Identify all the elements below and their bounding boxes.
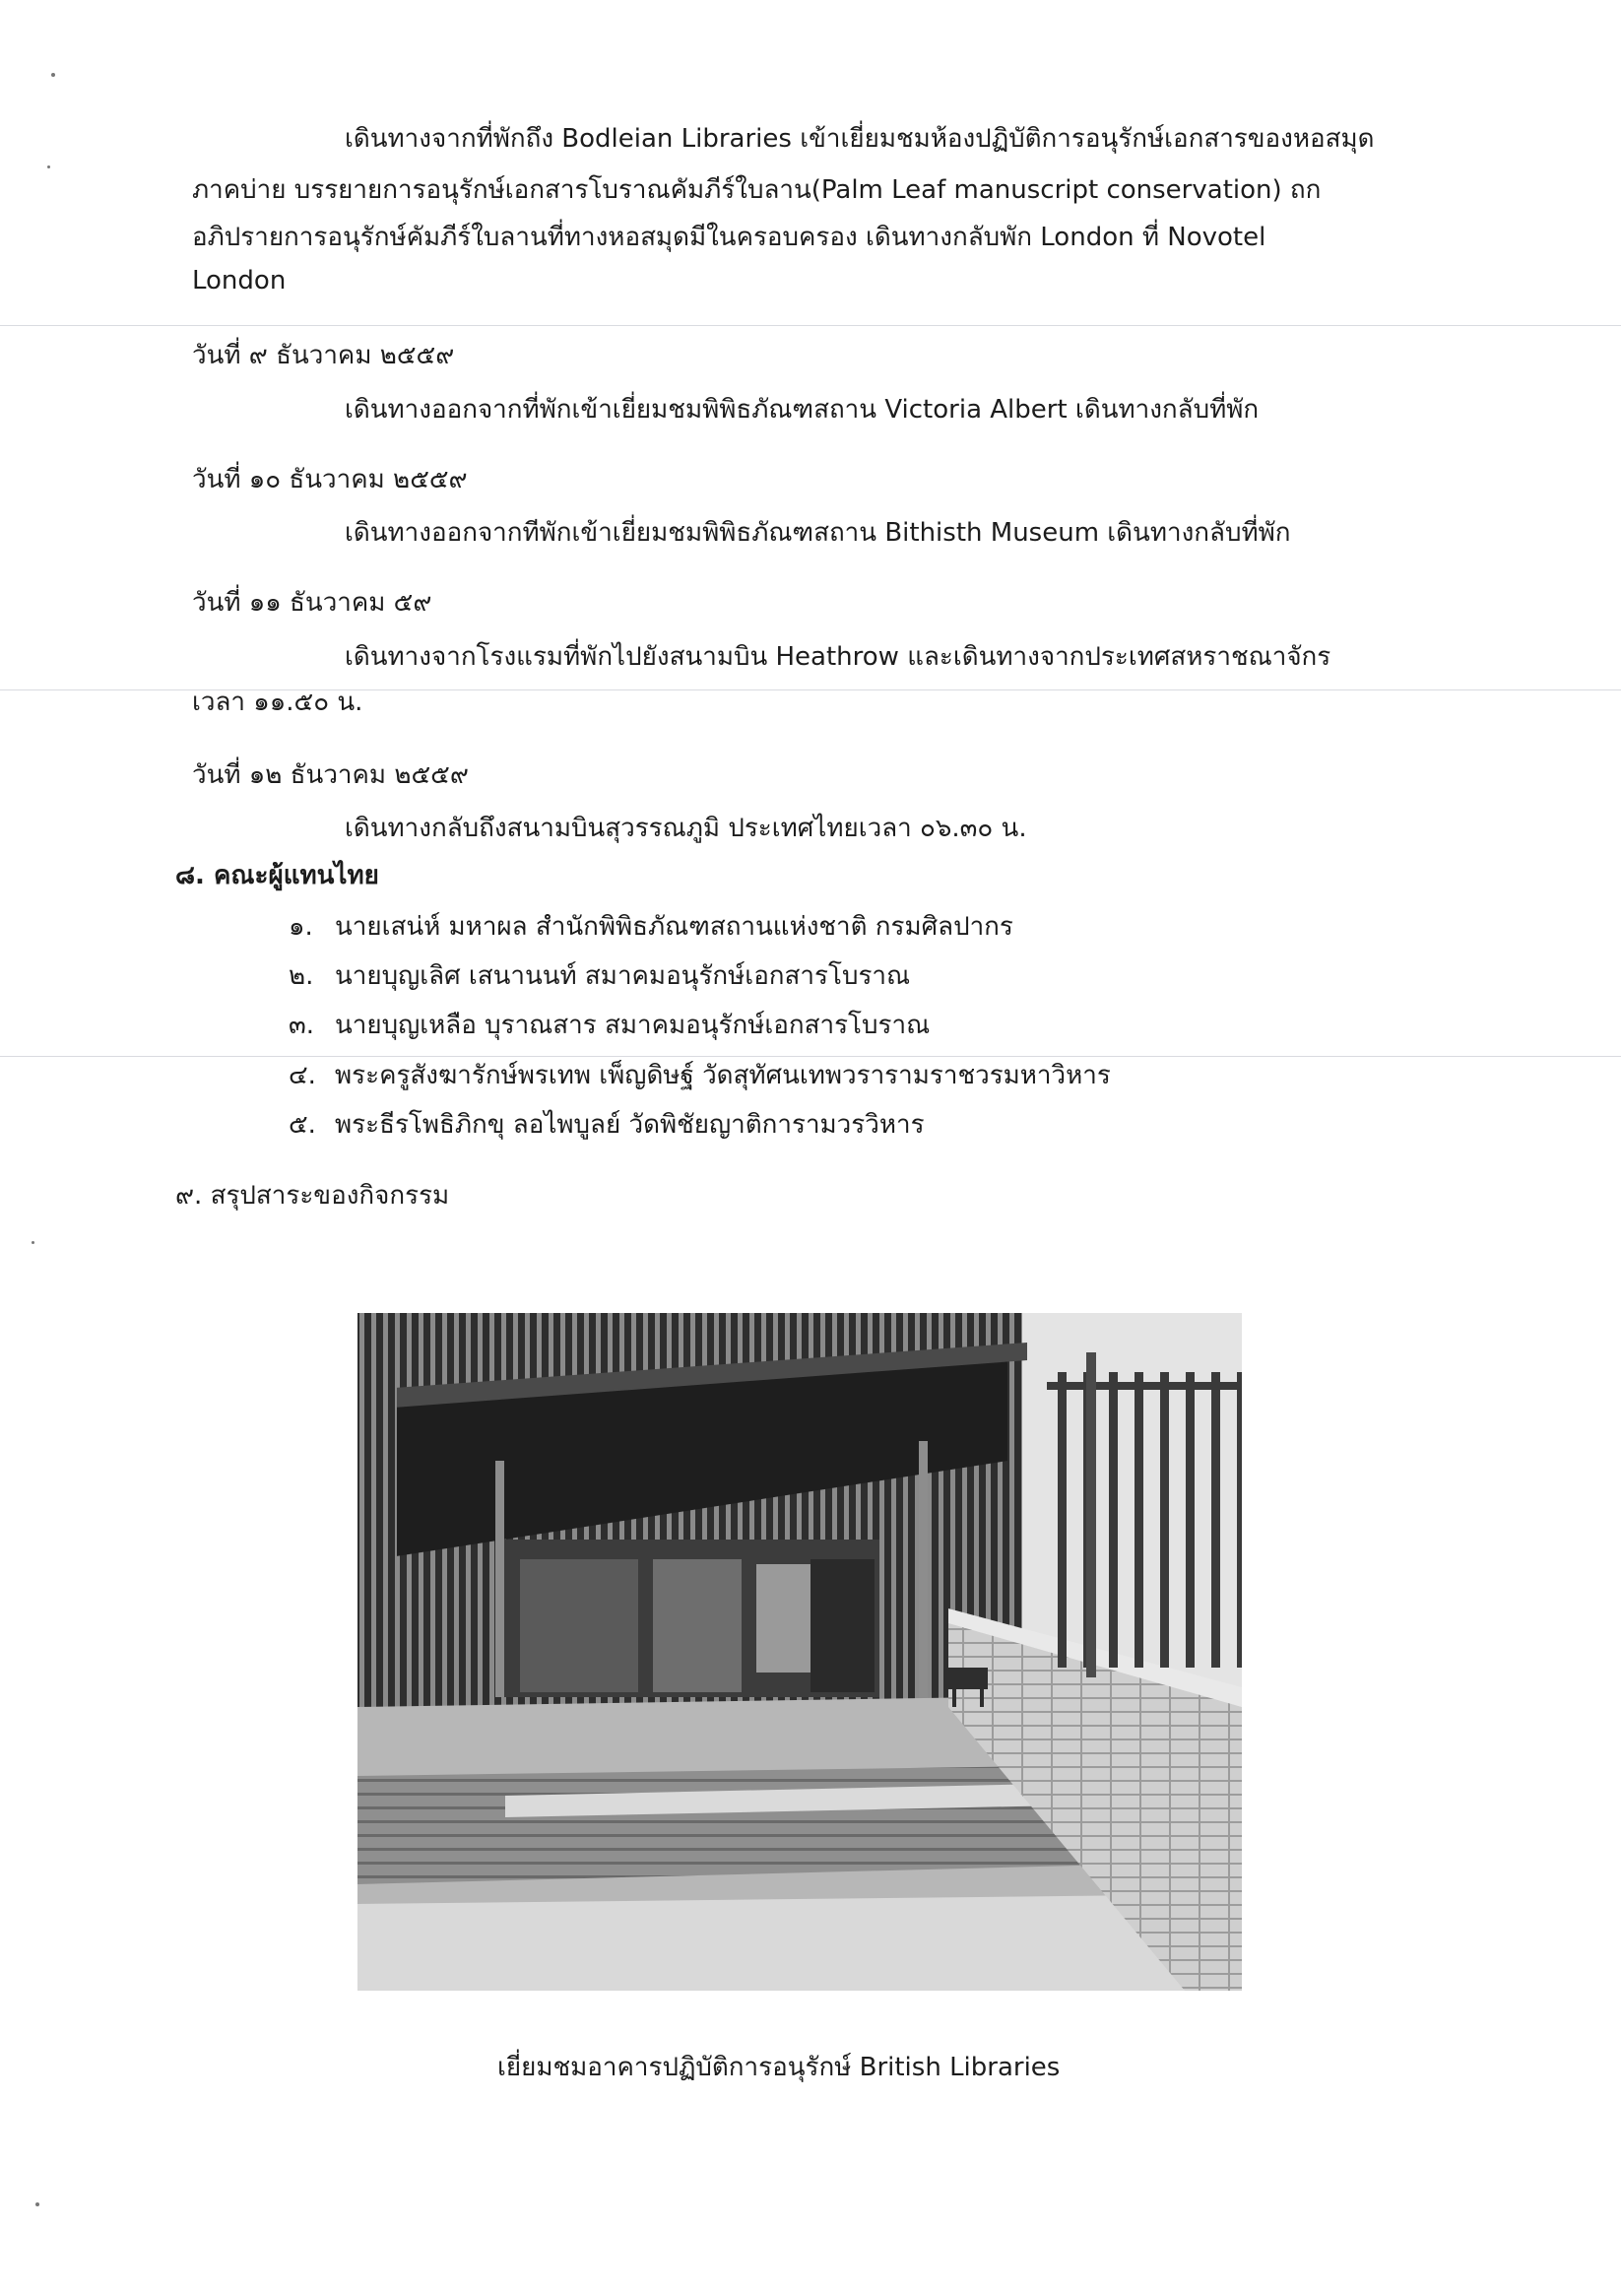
intro-line: London — [192, 266, 287, 295]
member-number: ๕. — [289, 1110, 316, 1140]
member-entry: นายบุญเหลือ บุราณสาร สมาคมอนุรักษ์เอกสารโบราณ — [335, 1011, 931, 1040]
member-entry: นายบุญเลิศ เสนานนท์ สมาคมอนุรักษ์เอกสารโบราณ — [335, 961, 911, 991]
member-entry: พระครูสังฆารักษ์พรเทพ เพ็ญดิษฐ์ วัดสุทัศนเทพวรารามราชวรมหาวิหาร — [335, 1061, 1111, 1090]
scan-speck — [47, 165, 50, 168]
day-activity: เดินทางออกจากที่พักเข้าเยี่ยมชมพิพิธภัณฑสถาน Victoria Albert เดินทางกลับที่พัก — [345, 395, 1260, 425]
member-number: ๓. — [289, 1011, 315, 1040]
section-heading-delegation: ๘. คณะผู้แทนไทย — [175, 861, 379, 890]
day-date: วันที่ ๑๒ ธันวาคม ๒๕๕๙ — [192, 760, 469, 790]
building-entrance-photo — [357, 1313, 1242, 1991]
intro-line: อภิปรายการอนุรักษ์คัมภีร์ใบลานที่ทางหอสมุดมีในครอบครอง เดินทางกลับพัก London ที่ Novotel — [192, 223, 1266, 252]
member-number: ๔. — [289, 1061, 316, 1090]
day-activity: เดินทางออกจากทีพักเข้าเยี่ยมชมพิพิธภัณฑสถาน Bithisth Museum เดินทางกลับที่พัก — [345, 518, 1291, 548]
scan-speck — [32, 1241, 34, 1244]
day-date: วันที่ ๑๐ ธันวาคม ๒๕๕๙ — [192, 465, 468, 494]
section-heading-summary: ๙. สรุปสาระของกิจกรรม — [175, 1181, 450, 1211]
intro-line: เดินทางจากที่พักถึง Bodleian Libraries เข้าเยี่ยมชมห้องปฏิบัติการอนุรักษ์เอกสารของหอสมุด — [345, 124, 1375, 154]
day-activity: เดินทางกลับถึงสนามบินสุวรรณภูมิ ประเทศไทยเวลา ๐๖.๓๐ น. — [345, 814, 1027, 843]
scan-speck — [35, 2202, 39, 2206]
member-entry: นายเสน่ห์ มหาผล สำนักพิพิธภัณฑสถานแห่งชาติ กรมศิลปากร — [335, 912, 1013, 942]
day-activity: เวลา ๑๑.๕๐ น. — [192, 688, 363, 717]
member-number: ๑. — [289, 912, 313, 942]
intro-line: ภาคบ่าย บรรยายการอนุรักษ์เอกสารโบราณคัมภีร์ใบลาน(Palm Leaf manuscript conservation) ถก — [192, 175, 1322, 205]
scan-speck — [51, 73, 55, 77]
day-activity: เดินทางจากโรงแรมที่พักไปยังสนามบิน Heathrow และเดินทางจากประเทศสหราชณาจักร — [345, 642, 1331, 672]
scan-line — [0, 325, 1621, 326]
day-date: วันที่ ๑๑ ธันวาคม ๕๙ — [192, 588, 432, 618]
member-entry: พระธีรโพธิภิกขุ ลอไพบูลย์ วัดพิชัยญาติการามวรวิหาร — [335, 1110, 925, 1140]
member-number: ๒. — [289, 961, 314, 991]
photo-caption: เยี่ยมชมอาคารปฏิบัติการอนุรักษ์ British Libraries — [497, 2053, 1061, 2082]
day-date: วันที่ ๙ ธันวาคม ๒๕๕๙ — [192, 341, 455, 370]
